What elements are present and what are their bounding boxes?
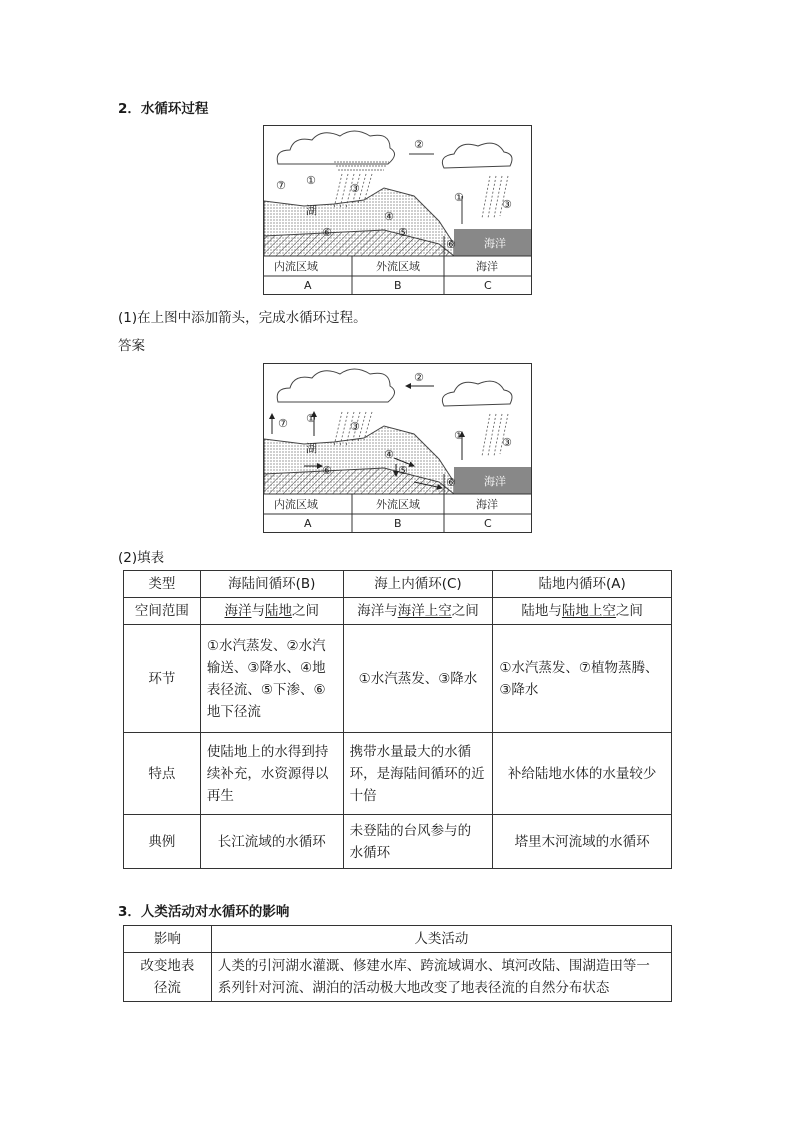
water-cycle-answer-svg — [264, 364, 531, 532]
table-row-range — [124, 598, 672, 625]
water-cycle-answer-diagram — [263, 363, 532, 533]
header-activity: 人类活动 — [211, 926, 671, 953]
cell-range-a: 陆地与陆地上空之间 — [493, 598, 672, 625]
ans-label-5: ⑤ — [398, 464, 408, 477]
question-1: (1)在上图中添加箭头，完成水循环过程。 — [118, 310, 367, 326]
letter-a: A — [304, 279, 312, 292]
label-2: ② — [414, 138, 424, 151]
ans-letter-b: B — [394, 517, 402, 530]
question-2: (2)填表 — [118, 550, 165, 566]
cell-example-b: 长江流域的水循环 — [200, 815, 343, 869]
cell-links-b: ①水汽蒸发、②水汽 输送、③降水、④地 表径流、⑤下渗、⑥ 地下径流 — [200, 625, 343, 733]
label-lake: 湖 — [306, 204, 317, 217]
cell-activity: 人类的引河湖水灌溉、修建水库、跨流域调水、填河改陆、围湖造田等一 系列针对河流、湖泊的活动极大地改变了地表径流的自然分布状态 — [211, 953, 671, 1002]
water-cycle-svg — [264, 126, 531, 294]
header-land: 陆地内循环(A) — [493, 571, 672, 598]
ans-label-1: ① — [306, 412, 316, 425]
ans-region-outflow: 外流区域 — [376, 498, 420, 511]
water-cycle-diagram — [263, 125, 532, 295]
ans-label-ocean: 海洋 — [484, 475, 506, 488]
section-heading-human-impact: 3．人类活动对水循环的影响 — [118, 904, 290, 920]
ans-letter-c: C — [484, 517, 492, 530]
table-row — [124, 953, 672, 1002]
row-label: 典例 — [124, 815, 201, 869]
label-5: ⑤ — [398, 226, 408, 239]
water-cycle-table — [123, 570, 672, 869]
label-3-sea: ③ — [502, 198, 512, 211]
table-row-links — [124, 625, 672, 733]
row-label: 环节 — [124, 625, 201, 733]
cell-features-c: 携带水量最大的水循 环，是海陆间循环的近 十倍 — [343, 733, 493, 815]
row-label: 空间范围 — [124, 598, 201, 625]
label-6b: ⑥ — [446, 238, 456, 251]
region-inland: 内流区域 — [274, 260, 318, 273]
region-outflow: 外流区域 — [376, 260, 420, 273]
label-1: ① — [306, 174, 316, 187]
header-ocean: 海上内循环(C) — [343, 571, 493, 598]
ans-label-4: ④ — [384, 448, 394, 461]
cell-links-a: ①水汽蒸发、⑦植物蒸腾、 ③降水 — [493, 625, 672, 733]
label-4: ④ — [384, 210, 394, 223]
cell-links-c: ①水汽蒸发、③降水 — [343, 625, 493, 733]
header-impact: 影响 — [124, 926, 212, 953]
table-header-row — [124, 571, 672, 598]
label-3: ③ — [350, 182, 360, 195]
cloud-land — [277, 131, 394, 164]
row-label: 改变地表 径流 — [124, 953, 212, 1002]
label-6: ⑥ — [322, 226, 332, 239]
letter-b: B — [394, 279, 402, 292]
ans-label-3: ③ — [350, 420, 360, 433]
ans-label-1-sea: ① — [454, 429, 464, 442]
section-heading-water-cycle: 2．水循环过程 — [118, 101, 209, 117]
letter-c: C — [484, 279, 492, 292]
human-impact-table — [123, 925, 672, 1002]
ans-region-inland: 内流区域 — [274, 498, 318, 511]
cell-example-c: 未登陆的台风参与的 水循环 — [343, 815, 493, 869]
table-row-examples — [124, 815, 672, 869]
ans-label-2: ② — [414, 371, 424, 384]
ans-label-3-sea: ③ — [502, 436, 512, 449]
cell-range-b: 海洋与陆地之间 — [200, 598, 343, 625]
cell-range-c: 海洋与海洋上空之间 — [343, 598, 493, 625]
cloud-sea — [442, 143, 512, 168]
ans-label-6b: ⑥ — [446, 476, 456, 489]
table-row-features — [124, 733, 672, 815]
header-type: 类型 — [124, 571, 201, 598]
row-label: 特点 — [124, 733, 201, 815]
region-ocean: 海洋 — [476, 260, 498, 273]
label-ocean: 海洋 — [484, 237, 506, 250]
ans-letter-a: A — [304, 517, 312, 530]
ans-label-7: ⑦ — [278, 417, 288, 430]
label-1-sea: ① — [454, 191, 464, 204]
cell-features-a: 补给陆地水体的水量较少 — [493, 733, 672, 815]
ans-label-lake: 湖 — [306, 442, 317, 455]
ans-label-6: ⑥ — [322, 464, 332, 477]
ans-region-ocean: 海洋 — [476, 498, 498, 511]
header-sea-land: 海陆间循环(B) — [200, 571, 343, 598]
table-header-row — [124, 926, 672, 953]
answer-label: 答案 — [118, 338, 145, 354]
label-7: ⑦ — [276, 179, 286, 192]
cell-features-b: 使陆地上的水得到持 续补充，水资源得以 再生 — [200, 733, 343, 815]
cell-example-a: 塔里木河流域的水循环 — [493, 815, 672, 869]
